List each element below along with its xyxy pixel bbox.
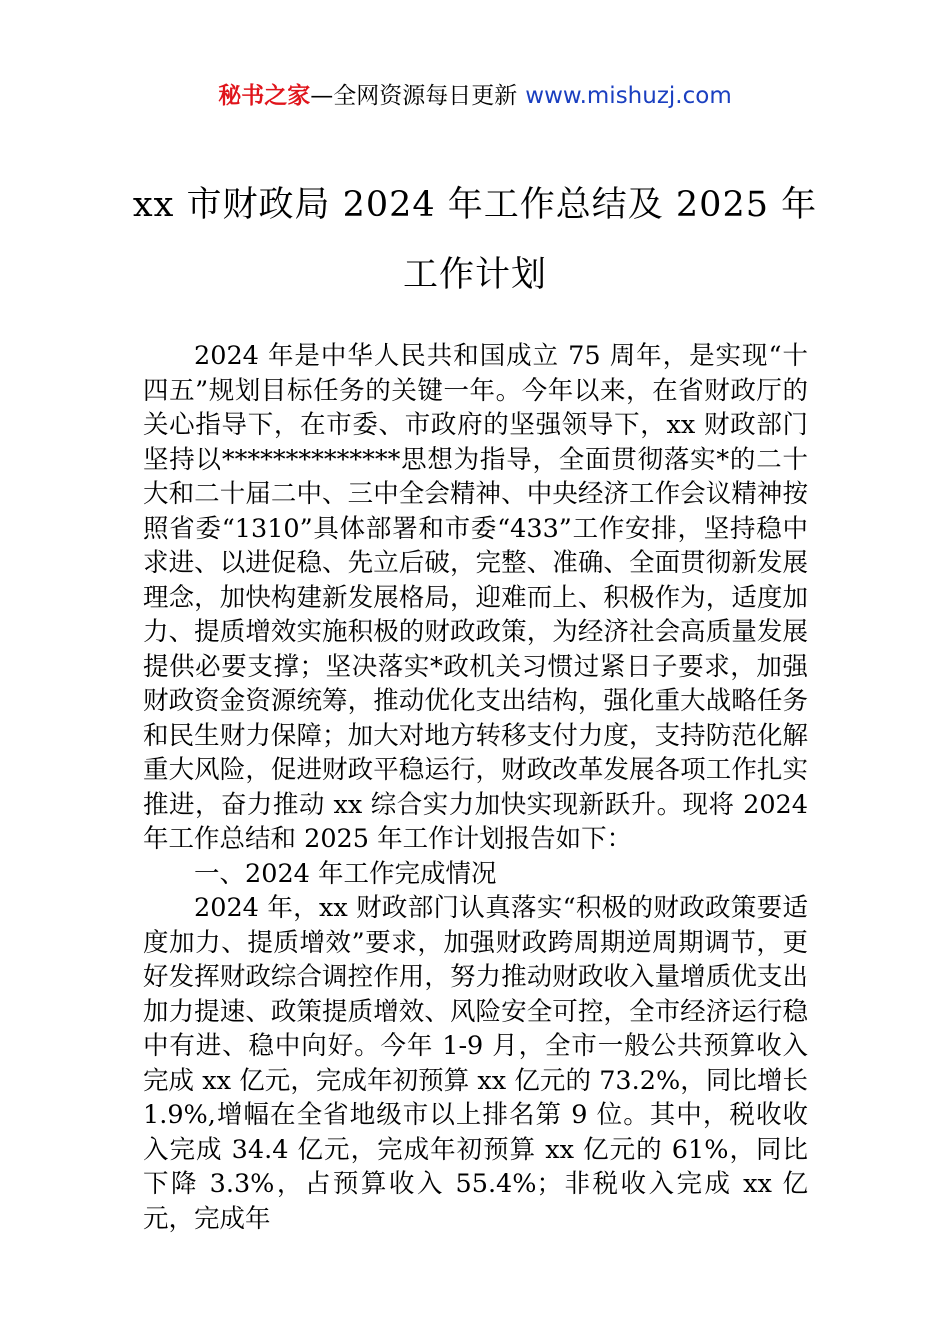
section-paragraph: 2024 年，xx 财政部门认真落实“积极的财政政策要适度加力、提质增效”要求，加强财政跨周期逆周期调节，更好发挥财政综合调控作用，努力推动财政收入量增质优支出加力提速、政策提质增效、风险安全可控，全市经济运行稳中有进、稳中向好。今年 1-9 月，全市一般公共预算收入完成 xx 亿元，完成年初预算 xx 亿元的 73.2%，同比增长 1.9%,增幅在全省地级市以上排名第 9 位。其中，税收收入完成 34.4 亿元，完成年初预算 xx 亿元的 61%，同比下降 3.3%，占预算收入 55.4%；非税收入完成 xx 亿元，完成年 <box>143 893 808 1234</box>
section-heading: 一、2024 年工作完成情况 <box>194 858 497 889</box>
site-url-link[interactable]: www.mishuzj.com <box>525 83 732 109</box>
header-slogan: —全网资源每日更新 <box>310 83 518 109</box>
site-header <box>0 80 950 112</box>
brand-name: 秘书之家 <box>218 83 311 109</box>
intro-paragraph: 2024 年是中华人民共和国成立 75 周年，是实现“十四五”规划目标任务的关键一年。今年以来，在省财政厅的关心指导下，在市委、市政府的坚强领导下，xx 财政部门坚持以**************思想为指导，全面贯彻落实*的二十大和二十届二中、三中全会精神、中央经济工作会议精神按照省委“1310”具体部署和市委“433”工作安排，坚持稳中求进、以进促稳、先立后破，完整、准确、全面贯彻新发展理念，加快构建新发展格局，迎难而上、积极作为，适度加力、提质增效实施积极的财政政策，为经济社会高质量发展提供必要支撑；坚决落实*政机关习惯过紧日子要求，加强财政资金资源统筹，推动优化支出结构，强化重大战略任务和民生财力保障；加大对地方转移支付力度，支持防范化解重大风险，促进财政平稳运行，财政改革发展各项工作扎实推进，奋力推动 xx 综合实力加快实现新跃升。现将 2024 年工作总结和 2025 年工作计划报告如下： <box>143 341 808 854</box>
document-title: xx 市财政局 2024 年工作总结及 2025 年工作计划 <box>132 185 818 295</box>
document-body <box>143 339 808 1236</box>
